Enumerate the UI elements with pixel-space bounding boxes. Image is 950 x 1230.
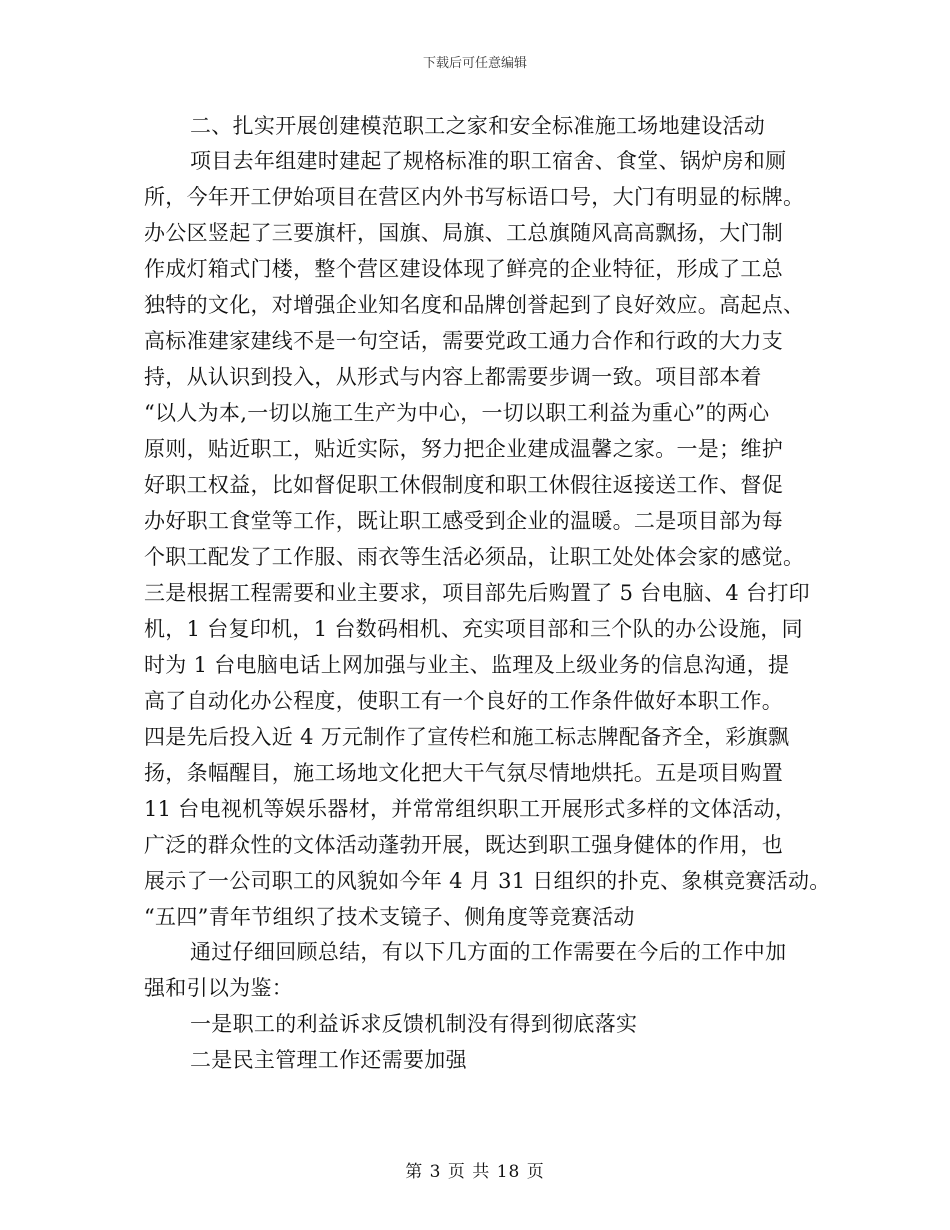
paragraph-line: 通过仔细回顾总结，有以下几方面的工作需要在今后的工作中加 [190, 940, 787, 964]
paragraph-line: 机，1 台复印机，1 台数码相机、充实项目部和三个队的办公设施，同 [144, 617, 803, 641]
paragraph-line: 办好职工食堂等工作，既让职工感受到企业的温暖。二是项目部为每 [144, 509, 783, 533]
list-item: 一是职工的利益诉求反馈机制没有得到彻底落实 [190, 1012, 638, 1036]
paragraph-line: 原则，贴近职工，贴近实际，努力把企业建成温馨之家。一是；维护 [144, 437, 783, 461]
paragraph-line: 展示了一公司职工的风貌如今年 4 月 31 日组织的扑克、象棋竞赛活动。 [144, 869, 831, 893]
section-heading: 二、扎实开展创建模范职工之家和安全标准施工场地建设活动 [190, 114, 766, 138]
paragraph-line: 持，从认识到投入，从形式与内容上都需要步调一致。项目部本着 [144, 365, 762, 389]
paragraph-line: 强和引以为鉴： [144, 976, 294, 1000]
paragraph-line: 时为 1 台电脑电话上网加强与业主、监理及上级业务的信息沟通，提 [144, 653, 790, 677]
paragraph-line: 11 台电视机等娱乐器材，并常常组织职工开展形式多样的文体活动， [144, 797, 796, 821]
paragraph-line: 所，今年开工伊始项目在营区内外书写标语口号，大门有明显的标牌。 [144, 185, 805, 209]
paragraph-line: 四是先后投入近 4 万元制作了宣传栏和施工标志牌配备齐全，彩旗飘 [144, 725, 790, 749]
paragraph-line: 项目去年组建时建起了规格标准的职工宿舍、食堂、锅炉房和厕 [190, 149, 787, 173]
paragraph-line: 扬，条幅醒目，施工场地文化把大干气氛尽情地烘托。五是项目购置 [144, 761, 783, 785]
paragraph-line: 好职工权益，比如督促职工休假制度和职工休假往返接送工作、督促 [144, 473, 783, 497]
paragraph-line: 作成灯箱式门楼，整个营区建设体现了鲜亮的企业特征，形成了工总 [144, 257, 783, 281]
paragraph-line: 高了自动化办公程度，使职工有一个良好的工作条件做好本职工作。 [144, 689, 783, 713]
paragraph-line: “以人为本,一切以施工生产为中心，一切以职工利益为重心”的两心 [144, 401, 770, 425]
paragraph-line: 办公区竖起了三要旗杆，国旗、局旗、工总旗随风高高飘扬，大门制 [144, 221, 783, 245]
paragraph-line: 三是根据工程需要和业主要求，项目部先后购置了 5 台电脑、4 台打印 [144, 581, 810, 605]
paragraph-line: “五四”青年节组织了技术支镜子、侧角度等竞赛活动 [144, 905, 635, 929]
paragraph-line: 高标准建家建线不是一句空话，需要党政工通力合作和行政的大力支 [144, 329, 783, 353]
paragraph-line: 个职工配发了工作服、雨衣等生活必须品，让职工处处体会家的感觉。 [144, 545, 805, 569]
paragraph-line: 独特的文化，对增强企业知名度和品牌创誉起到了良好效应。高起点、 [144, 293, 805, 317]
paragraph-line: 广泛的群众性的文体活动蓬勃开展，既达到职工强身健体的作用，也 [144, 833, 783, 857]
page-header: 下载后可任意编辑 [422, 56, 527, 71]
list-item: 二是民主管理工作还需要加强 [190, 1048, 467, 1072]
page-number: 第 3 页 共 18 页 [405, 1162, 545, 1182]
